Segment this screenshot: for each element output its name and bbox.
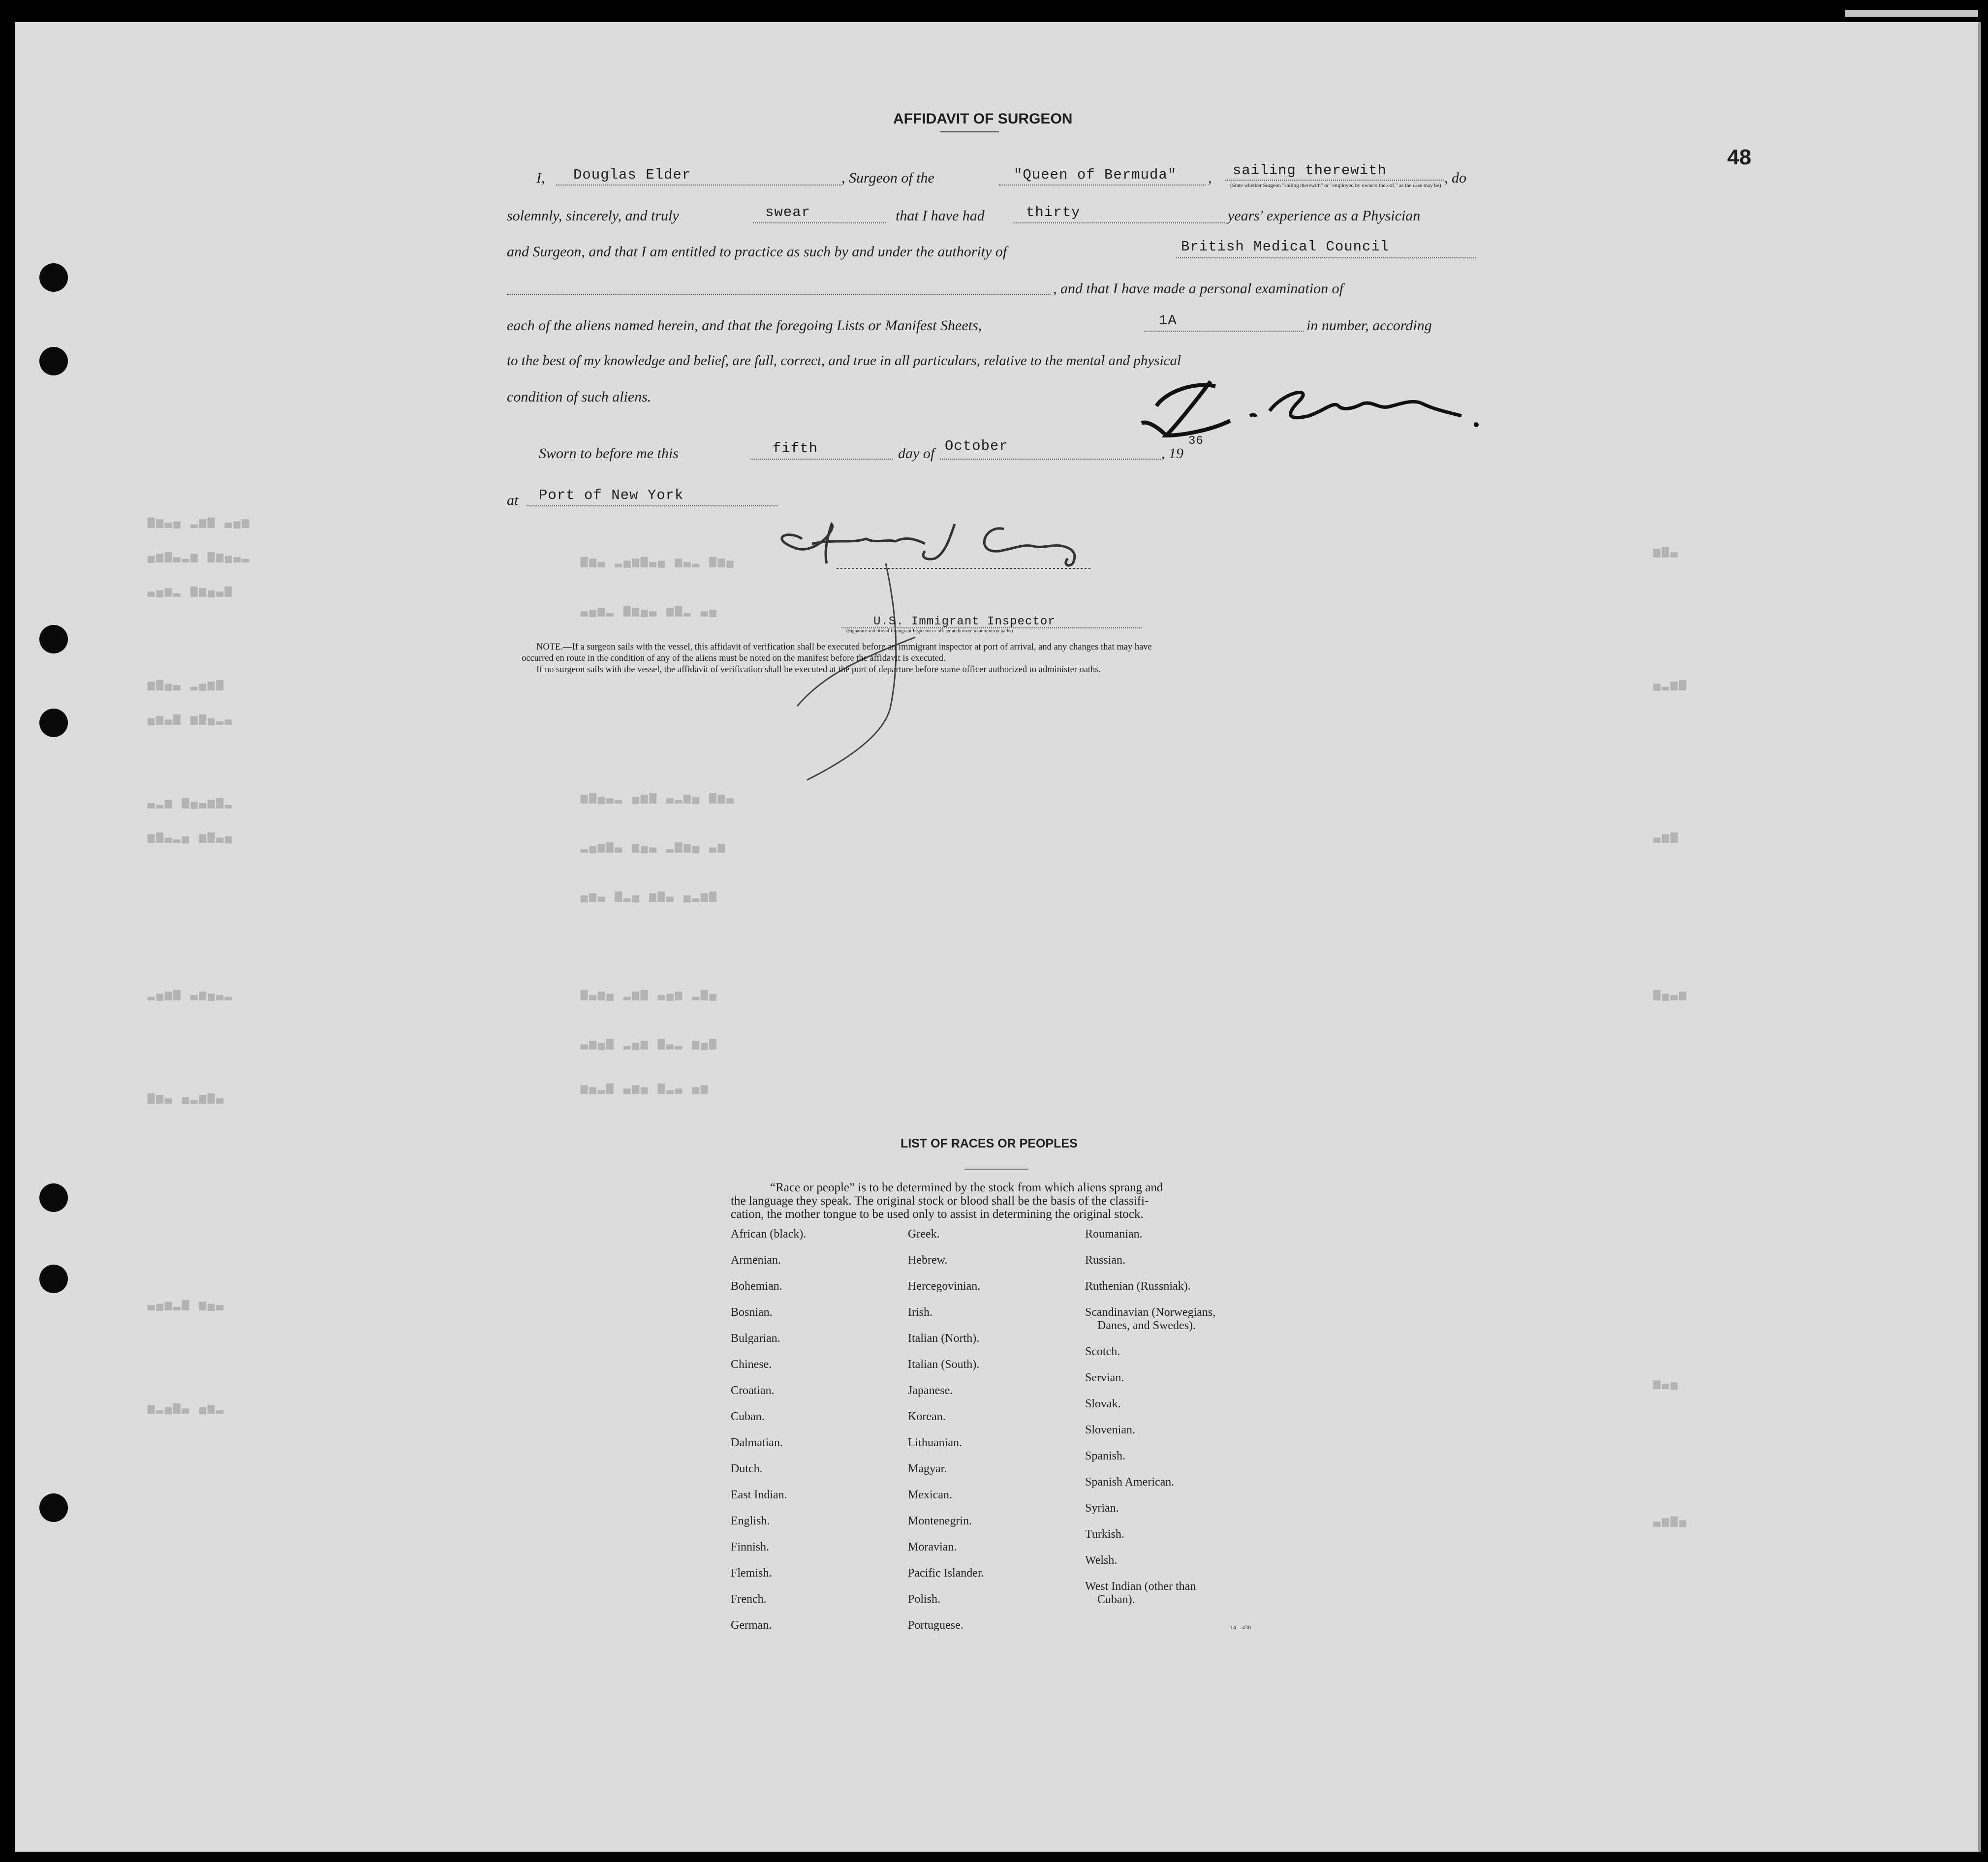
punch-hole xyxy=(39,1493,68,1522)
punch-hole xyxy=(39,625,68,653)
race-item: Italian (North). xyxy=(908,1332,980,1345)
text-best-knowledge: to the best of my knowledge and belief, are full, correct, and true in all particulars, relative to the mental and physical xyxy=(507,353,1181,369)
race-item: Syrian. xyxy=(1085,1502,1119,1515)
race-item: Dutch. xyxy=(731,1462,763,1475)
oath-field: swear xyxy=(765,204,811,220)
race-item: Flemish. xyxy=(731,1567,772,1580)
race-item: Russian. xyxy=(1085,1254,1126,1267)
underline xyxy=(750,459,893,460)
text-comma: , xyxy=(1208,170,1212,186)
races-title-rule xyxy=(964,1169,1028,1170)
under-sheet-edge xyxy=(1845,10,1978,17)
race-item: Finnish. xyxy=(731,1541,770,1553)
race-item: French. xyxy=(731,1593,767,1606)
race-item: Scotch. xyxy=(1085,1345,1120,1358)
race-item: African (black). xyxy=(731,1228,807,1241)
underline xyxy=(1225,180,1444,181)
race-item: Bulgarian. xyxy=(731,1332,780,1345)
day-field: fifth xyxy=(773,440,818,457)
month-field: October xyxy=(945,438,1008,454)
vessel-name-field: "Queen of Bermuda" xyxy=(1014,167,1177,183)
sailing-note: (State whether Surgeon "sailing therewith" or "employed by owners thereof," as the case may be) xyxy=(1230,183,1441,188)
race-item: Croatian. xyxy=(731,1384,775,1397)
text-solemnly: solemnly, sincerely, and truly xyxy=(507,208,679,224)
race-item: Ruthenian (Russniak). xyxy=(1085,1280,1191,1293)
text-each-of-aliens: each of the aliens named herein, and that the foregoing Lists or Manifest Sheets, xyxy=(507,317,982,334)
underline xyxy=(753,222,886,223)
races-intro-1: “Race or people” is to be determined by the stock from which aliens sprang and xyxy=(770,1181,1163,1194)
race-item: Slovenian. xyxy=(1085,1424,1135,1436)
authority-field: British Medical Council xyxy=(1181,239,1390,255)
text-condition: condition of such aliens. xyxy=(507,389,652,405)
underline xyxy=(556,185,841,186)
underline xyxy=(1014,222,1225,223)
race-item: Moravian. xyxy=(908,1541,957,1553)
text-personal-exam: , and that I have made a personal examination of xyxy=(1053,280,1343,297)
punch-hole xyxy=(39,1183,68,1212)
surgeon-signature xyxy=(1137,362,1491,445)
race-item: Roumanian. xyxy=(1085,1228,1143,1241)
races-intro-2: the language they speak. The original stock or blood shall be the basis of the classifi- xyxy=(731,1194,1149,1208)
note-line-1: NOTE.—If a surgeon sails with the vessel, this affidavit of verification shall be executed before an immigrant inspector at port of arrival, and any changes that may have xyxy=(536,642,1152,652)
surgeon-name-field: Douglas Elder xyxy=(573,167,691,183)
punch-hole xyxy=(39,709,68,737)
underline xyxy=(1144,331,1304,332)
year-field: 36 xyxy=(1188,434,1204,448)
underline xyxy=(1176,257,1476,258)
race-item: West Indian (other than xyxy=(1085,1580,1196,1593)
race-item: Dalmatian. xyxy=(731,1436,783,1449)
race-item: Cuban. xyxy=(731,1410,765,1423)
document-page: ▆▅▃▄ ▂▅▆ ▃▄▅ ▄▅▆▃▂▅ ▆▅▄▃▂ ▃▄▅▂ ▆▅▄▃▆ ▅▆▄▃ ▂▄▅▆ ▄▅▃▆ ▅▆▄▂▃ ▃▂▅ ▆▄▃▅▆▂ ▅▆▃▂▄ ▅▆▃▄ ▂▄▅▆ ▃▅▄▃▂ ▆▅▃ ▄▂▅▆▃ ▃▄▅▂▆ ▅▄▃ ▅▂▄▆▃ ▄▅▂ ▆▅▃ ▂▄▅▆▃▄ ▅▃▂ ▆▅▄ ▃▄▅▂ ▆▅▄▃ ▅▆▂ ▃▄ ▅▆▄▃▂ ▄▅▆ ▃▂▅▄ ▆▅▃ ▂▄▅▆▃ ▅▄▃ ▂▆▅▄ ▃▅ ▄▅▃ ▆▂▄ ▅▆▃ ▄▂▅▆ ▆▃▅▄ ▂▅▆ ▃▄▅ ▂▆▄ ▃▅▄▆ ▂▄▅ ▆▃▂ ▅▄▆ ▅▄▂▆ ▃▅▄ ▆▂▃ ▄▅ ▅▆▃ ▄▂▅▆ ▃▅▆ ▆▄▃▅ ▅▃▄ ▃▅▆▄ 48 AFFIDAVIT OF SURGEON I, Douglas Elder , Surgeon of the "Queen of Bermuda" , sailing therewith (State whether Surgeon "sailing therewith" or "employed by owners thereof," as the case may be) , do solemnly, sincerely, and truly swear that I have had thirty years' experience as a Physician and Surgeon, and that I am entitled to practice as such by and under the authority of British Medical Council , and that I have made a personal examination of each of the aliens named herein, and that the foregoing Lists or Manifest Sheets, 1A in number, according to the best of my knowledge and belief, are full, correct, and true in all particulars, relative to the mental and physical condition of such aliens. Sworn to before me this fifth day of October , 19 36 at Port of New York U.S. Immigrant Inspector (Signature and title of Immigrant Inspector or officer authorized to administer oaths) NOTE.—If a surgeon sails with the vessel, this affidavit of verification shall be executed before an immigrant inspector at port of arrival, and any changes that may have occurred en route in the condition of any of the aliens must be noted on the manifest before the affidavit is executed. If no surgeon sails with the vessel, the affidavit of verification shall be executed at the port of departure before some officer authorized to administer oaths. LIST OF RACES OR PEOPLES “Race or people” is to be determined by the stock from which aliens sprang and the language they speak. The original stock or blood shall be the basis of the classifi- cation, the mother tongue to be used only to assist in determining the original stock. African (black). Armenian. Bohemian. Bosnian. Bulgarian. Chinese. Croatian. Cuban. Dalmatian. Dutch. East Indian. English. Finnish. Flemish. French. German. Greek. Hebrew. Hercegovinian. Irish. Italian (North). Italian (South). Japanese. Korean. Lithuanian. Magyar. Mexican. Montenegrin. Moravian. Pacific Islander. Polish. Portuguese. Roumanian. Russian. Ruthenian (Russniak). Scandinavian (Norwegians, Danes, and Swedes). Scotch. Servian. Slovak. Slovenian. Spanish. Spanish American. Syrian. Turkish. Welsh. West Indian (other than Cuban). 14—430 xyxy=(15,22,1981,1852)
underline xyxy=(527,505,777,506)
race-item: Spanish. xyxy=(1085,1450,1126,1462)
note-line-3: If no surgeon sails with the vessel, the affidavit of verification shall be executed at the port of departure before some officer authorized to administer oaths. xyxy=(536,665,1101,675)
text-day-of: day of xyxy=(898,445,935,462)
race-item: Servian. xyxy=(1085,1371,1124,1384)
punch-hole xyxy=(39,347,68,375)
punch-hole xyxy=(39,1265,68,1293)
race-item: East Indian. xyxy=(731,1489,787,1501)
sheets-field: 1A xyxy=(1159,312,1177,329)
race-item: Bohemian. xyxy=(731,1280,782,1293)
text-sworn: Sworn to before me this xyxy=(539,445,679,462)
race-item: Armenian. xyxy=(731,1254,781,1267)
underline xyxy=(940,459,1161,460)
race-item: Chinese. xyxy=(731,1358,772,1371)
race-item: German. xyxy=(731,1619,772,1632)
text-do: , do xyxy=(1444,170,1466,186)
race-item: Irish. xyxy=(908,1306,932,1319)
race-item: Lithuanian. xyxy=(908,1436,962,1449)
race-item: Japanese. xyxy=(908,1384,953,1397)
text-that-i-have-had: that I have had xyxy=(896,208,985,224)
text-surgeon-of: , Surgeon of the xyxy=(841,170,934,186)
text-at: at xyxy=(507,492,519,508)
text-nineteen: , 19 xyxy=(1161,445,1183,462)
punch-hole xyxy=(39,263,68,292)
race-item: Cuban). xyxy=(1097,1593,1135,1606)
races-title: LIST OF RACES OR PEOPLES xyxy=(901,1137,1078,1150)
text-i: I, xyxy=(536,170,545,186)
race-item: Greek. xyxy=(908,1228,940,1241)
races-intro-3: cation, the mother tongue to be used only to assist in determining the original stock. xyxy=(731,1208,1144,1221)
race-item: Magyar. xyxy=(908,1462,947,1475)
race-item: Polish. xyxy=(908,1593,941,1606)
underline xyxy=(999,185,1206,186)
race-item: Portuguese. xyxy=(908,1619,963,1632)
text-years-experience: years' experience as a Physician xyxy=(1228,208,1421,224)
form-number: 14—430 xyxy=(1230,1624,1251,1631)
race-item: English. xyxy=(731,1515,770,1527)
race-item: Welsh. xyxy=(1085,1554,1118,1567)
race-item: Slovak. xyxy=(1085,1397,1121,1410)
race-item: Spanish American. xyxy=(1085,1476,1175,1489)
inspector-caption: (Signature and title of Immigrant Inspector or officer authorized to administer oaths) xyxy=(846,628,1013,634)
race-item: Montenegrin. xyxy=(908,1515,972,1527)
race-item: Hebrew. xyxy=(908,1254,948,1267)
affidavit-title: AFFIDAVIT OF SURGEON xyxy=(893,111,1073,127)
race-item: Scandinavian (Norwegians, xyxy=(1085,1306,1216,1319)
underline xyxy=(507,294,1051,295)
sailing-status-field: sailing therewith xyxy=(1233,162,1387,179)
inspector-title: U.S. Immigrant Inspector xyxy=(873,615,1056,628)
race-item: Mexican. xyxy=(908,1489,952,1501)
years-field: thirty xyxy=(1026,204,1081,220)
race-item: Danes, and Swedes). xyxy=(1097,1319,1196,1332)
text-and-surgeon: and Surgeon, and that I am entitled to practice as such by and under the authority of xyxy=(507,244,1007,260)
race-item: Bosnian. xyxy=(731,1306,773,1319)
note-line-2: occurred en route in the condition of any of the aliens must be noted on the manifest before the affidavit is executed. xyxy=(522,653,946,663)
text-in-number: in number, according xyxy=(1306,317,1432,334)
page-number: 48 xyxy=(1727,145,1751,169)
race-item: Turkish. xyxy=(1085,1528,1124,1541)
place-field: Port of New York xyxy=(539,487,684,503)
race-item: Korean. xyxy=(908,1410,946,1423)
title-underline xyxy=(940,131,999,132)
race-item: Hercegovinian. xyxy=(908,1280,981,1293)
race-item: Italian (South). xyxy=(908,1358,980,1371)
race-item: Pacific Islander. xyxy=(908,1567,984,1580)
